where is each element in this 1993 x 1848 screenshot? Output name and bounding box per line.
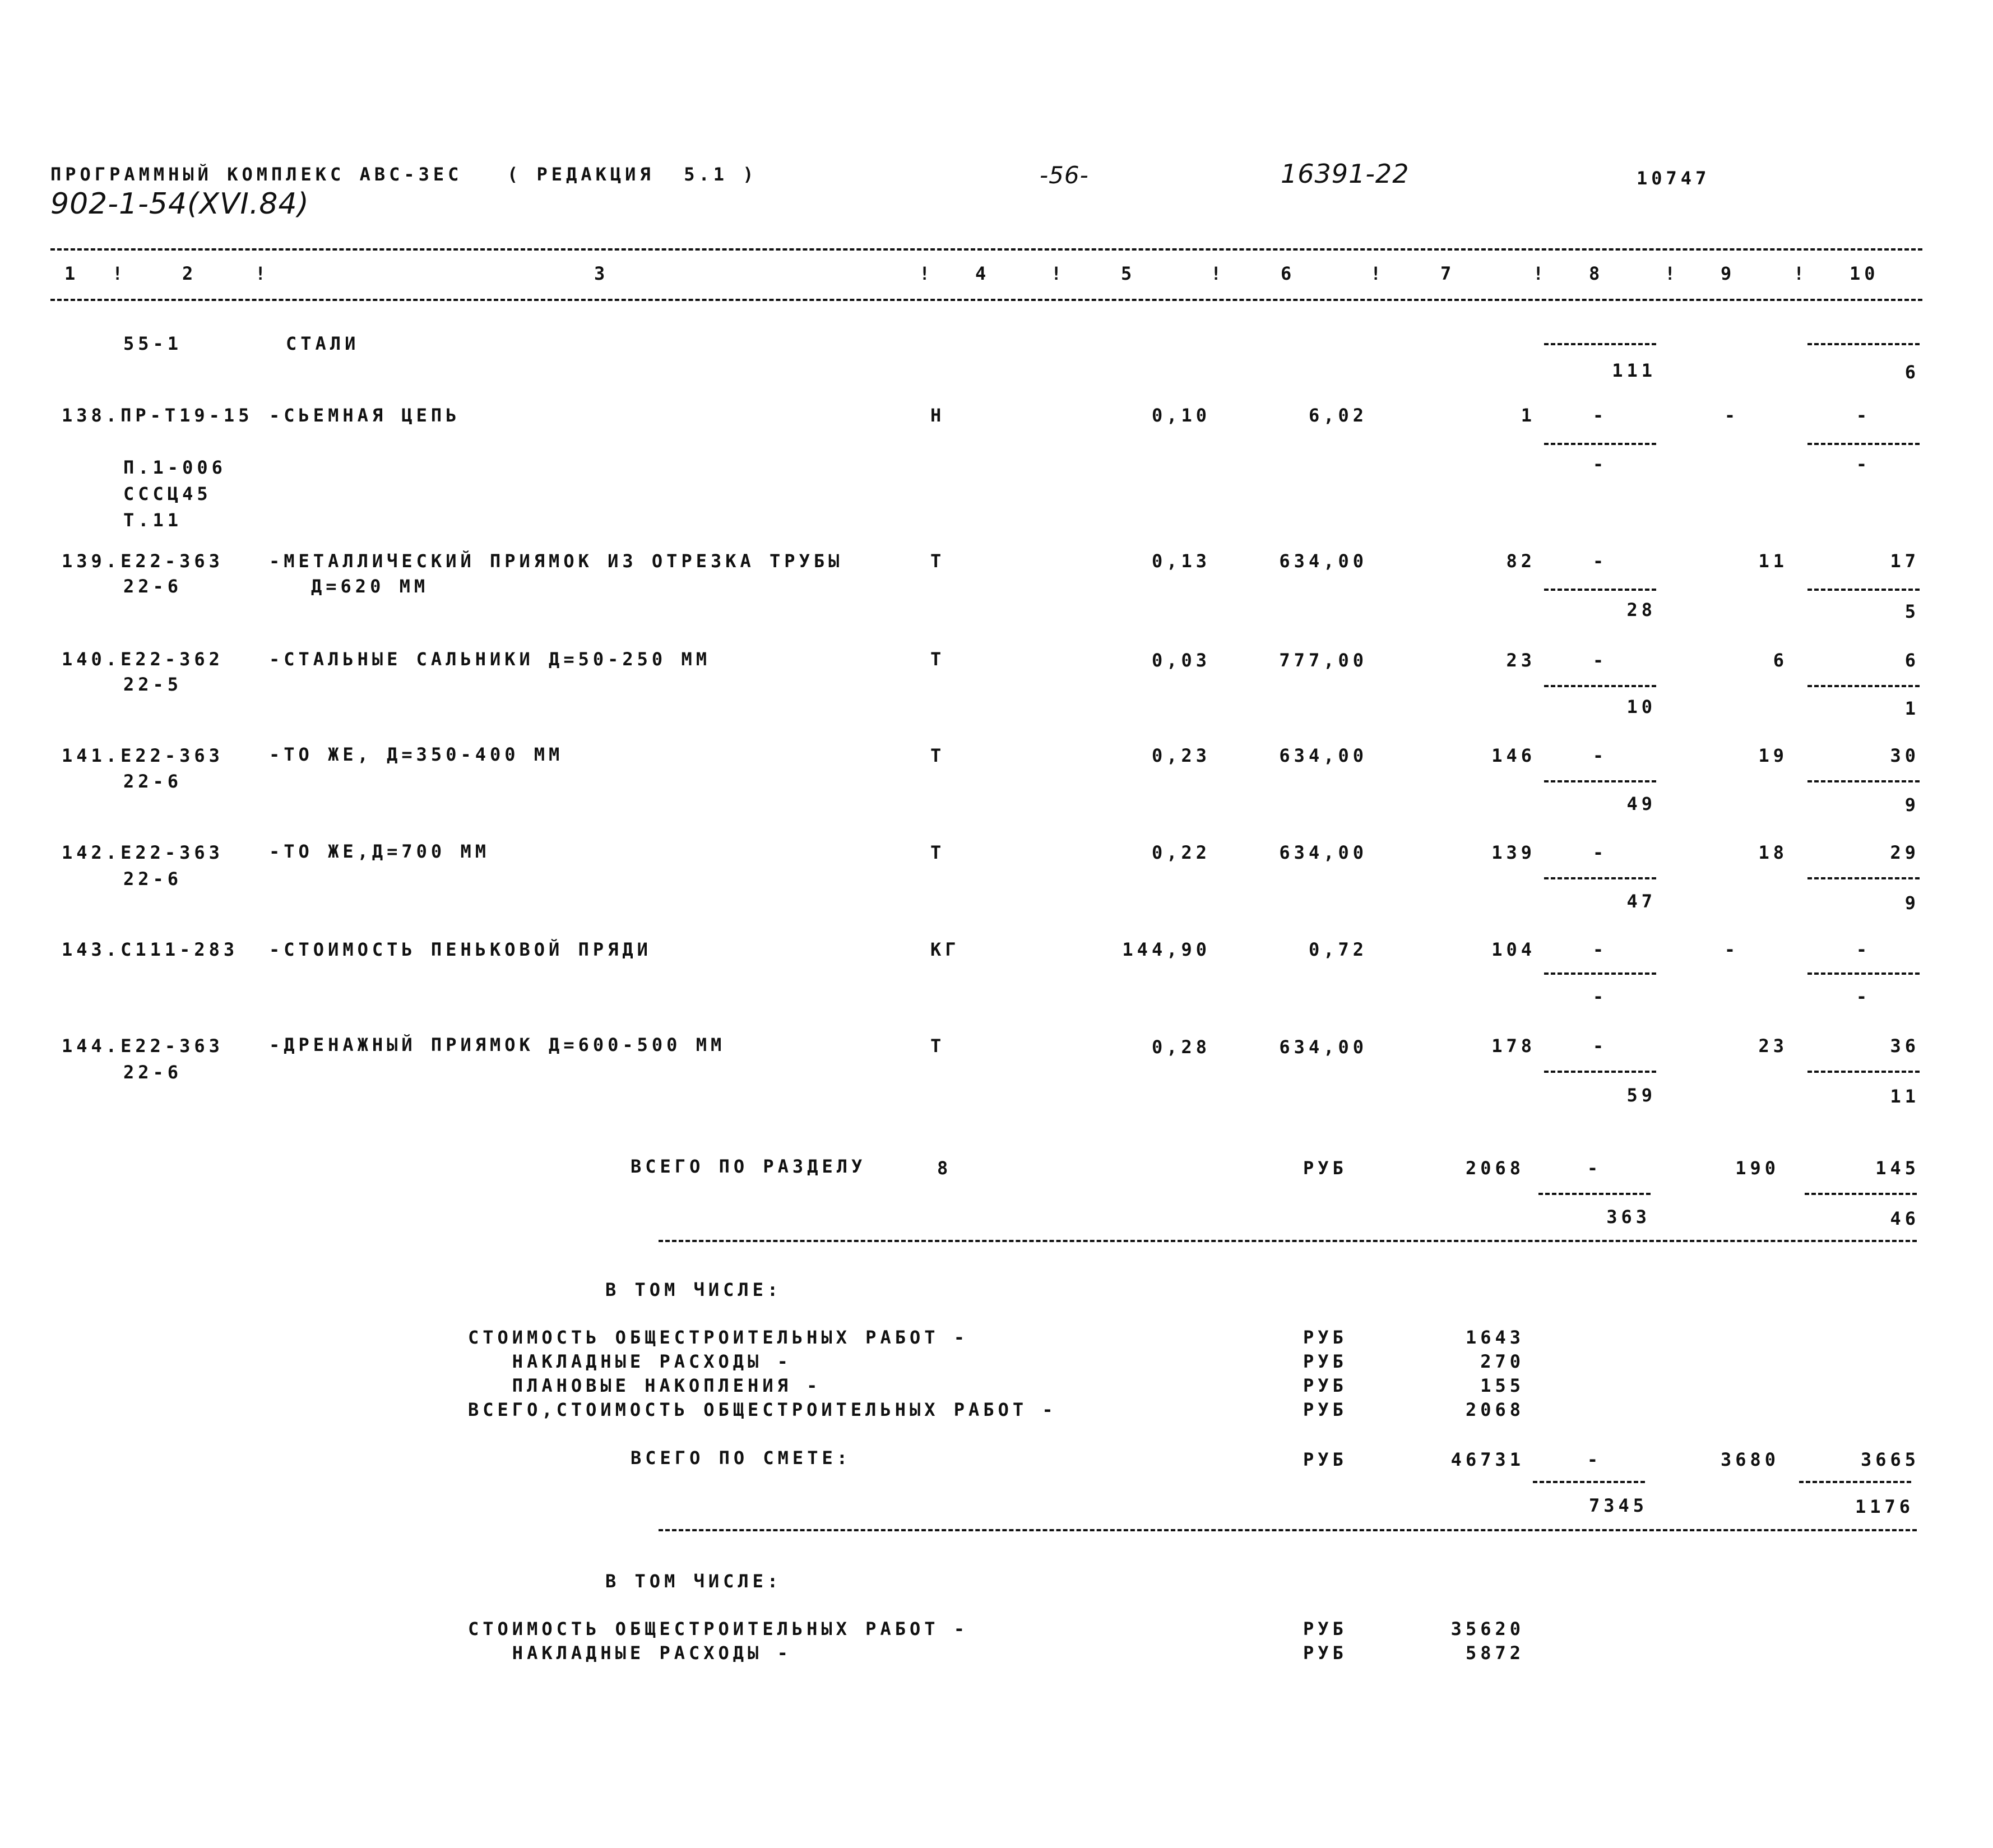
row-unit: Т xyxy=(930,550,945,572)
section-col8-line xyxy=(1544,343,1656,345)
breakdown-unit: РУБ xyxy=(1303,1375,1347,1396)
row-unit-price: 634,00 xyxy=(1279,550,1368,572)
row-col9: - xyxy=(1724,939,1740,960)
col-separator: ! xyxy=(255,263,270,284)
row-quantity: 0,03 xyxy=(1151,650,1211,671)
row-description: -ТО ЖЕ, Д=350-400 ММ xyxy=(269,744,564,765)
row-description-line2: Д=620 ММ xyxy=(311,576,429,597)
col-header-9: 9 xyxy=(1721,263,1736,284)
col-header-7: 7 xyxy=(1440,263,1456,284)
breakdown-label: ПЛАНОВЫЕ НАКОПЛЕНИЯ - xyxy=(468,1375,822,1396)
col-header-5: 5 xyxy=(1121,263,1136,284)
row-col8-line xyxy=(1544,972,1656,975)
header-rule-bottom xyxy=(50,299,1922,301)
estimate-total-col10: 3665 xyxy=(1860,1449,1920,1470)
row-code: 143.С111-283 xyxy=(62,939,239,960)
row-description: -СТАЛЬНЫЕ САЛЬНИКИ Д=50-250 ММ xyxy=(269,649,711,670)
row-col10-sub: - xyxy=(1856,453,1871,475)
row-quantity: 0,23 xyxy=(1151,745,1211,766)
row-col10-line xyxy=(1807,443,1920,445)
col-separator: ! xyxy=(1533,263,1548,284)
section-total-number: 8 xyxy=(937,1157,952,1179)
row-code: 140.Е22-362 xyxy=(62,649,224,670)
row-unit-price: 0,72 xyxy=(1308,939,1368,960)
breakdown-unit: РУБ xyxy=(1303,1399,1347,1420)
row-unit-price: 634,00 xyxy=(1279,842,1368,863)
row-total: 1 xyxy=(1521,405,1536,426)
col-separator: ! xyxy=(1793,263,1809,284)
estimate-total-rule xyxy=(659,1529,1917,1531)
estimate-total-col8: - xyxy=(1587,1449,1602,1470)
row-col8: - xyxy=(1592,842,1608,863)
col-separator: ! xyxy=(1665,263,1680,284)
header-rule-top xyxy=(50,248,1922,251)
row-code: 141.Е22-363 xyxy=(62,745,224,766)
section-total-col10-sub: 46 xyxy=(1890,1208,1920,1229)
section-total-col8-sub: 363 xyxy=(1606,1206,1651,1228)
col-separator: ! xyxy=(1370,263,1385,284)
breakdown-unit: РУБ xyxy=(1303,1642,1347,1664)
col-header-8: 8 xyxy=(1589,263,1604,284)
row-col8: - xyxy=(1592,405,1608,426)
row-total: 23 xyxy=(1506,650,1536,671)
section-col10-value: 6 xyxy=(1904,362,1920,383)
row-total: 82 xyxy=(1506,550,1536,572)
row-col10: 29 xyxy=(1890,842,1920,863)
estimate-total-col8-line xyxy=(1533,1481,1645,1483)
row-col10: - xyxy=(1856,405,1871,426)
row-code-line2: 22-6 xyxy=(123,576,183,597)
sheet-number: 10747 xyxy=(1637,168,1711,189)
row-col9: 6 xyxy=(1773,650,1788,671)
breakdown-label: НАКЛАДНЫЕ РАСХОДЫ - xyxy=(468,1351,792,1372)
row-col8-sub: 59 xyxy=(1626,1085,1656,1106)
row-description: -СТОИМОСТЬ ПЕНЬКОВОЙ ПРЯДИ xyxy=(269,939,652,960)
row-unit: КГ xyxy=(930,939,960,960)
row-col10-sub: 5 xyxy=(1904,601,1920,622)
row-col10: - xyxy=(1856,939,1871,960)
row-col8: - xyxy=(1592,550,1608,572)
row-col10-line xyxy=(1807,1071,1920,1073)
row-col9: 19 xyxy=(1758,745,1788,766)
breakdown-unit: РУБ xyxy=(1303,1327,1347,1348)
row-col10-line xyxy=(1807,877,1920,879)
row-code-line4: Т.11 xyxy=(123,510,183,531)
row-col10-line xyxy=(1807,589,1920,591)
row-col10: 17 xyxy=(1890,550,1920,572)
estimate-total-value: 46731 xyxy=(1450,1449,1524,1470)
section-total-value: 2068 xyxy=(1465,1157,1524,1179)
section-total-col10: 145 xyxy=(1875,1157,1920,1179)
section-total-label: ВСЕГО ПО РАЗДЕЛУ xyxy=(631,1156,866,1177)
breakdown-unit: РУБ xyxy=(1303,1351,1347,1372)
row-description: -ДРЕНАЖНЫЙ ПРИЯМОК Д=600-500 ММ xyxy=(269,1034,726,1055)
row-code: 142.Е22-363 xyxy=(62,842,224,863)
section-total-col10-line xyxy=(1805,1193,1917,1195)
col-header-6: 6 xyxy=(1281,263,1296,284)
section-col10-line xyxy=(1807,343,1920,345)
row-col8-sub: 49 xyxy=(1626,793,1656,814)
row-col8-sub: 47 xyxy=(1626,891,1656,912)
row-code-line2: 22-6 xyxy=(123,868,183,890)
estimate-total-col10-sub: 1176 xyxy=(1855,1496,1914,1517)
row-col8-line xyxy=(1544,589,1656,591)
row-quantity: 144,90 xyxy=(1122,939,1211,960)
row-total: 104 xyxy=(1491,939,1536,960)
row-unit: Т xyxy=(930,745,945,766)
row-unit: Т xyxy=(930,842,945,863)
row-col8: - xyxy=(1592,939,1608,960)
estimate-total-label: ВСЕГО ПО СМЕТЕ: xyxy=(631,1447,851,1469)
col-separator: ! xyxy=(1211,263,1226,284)
row-col8-sub: 10 xyxy=(1626,696,1656,717)
row-col8-sub: - xyxy=(1592,986,1608,1007)
row-total: 139 xyxy=(1491,842,1536,863)
estimate-total-col10-line xyxy=(1799,1481,1911,1483)
row-unit-price: 634,00 xyxy=(1279,1036,1368,1058)
breakdown-label: СТОИМОСТЬ ОБЩЕСТРОИТЕЛЬНЫХ РАБОТ - xyxy=(468,1618,969,1639)
estimate-total-col9: 3680 xyxy=(1720,1449,1779,1470)
estimate-total-col8-sub: 7345 xyxy=(1588,1495,1648,1516)
row-quantity: 0,10 xyxy=(1151,405,1211,426)
row-col8: - xyxy=(1592,745,1608,766)
row-col10: 30 xyxy=(1890,745,1920,766)
row-description: -СЬЕМНАЯ ЦЕПЬ xyxy=(269,405,461,426)
row-col10-sub: 9 xyxy=(1904,892,1920,914)
section-total-unit: РУБ xyxy=(1303,1157,1347,1179)
row-col10-line xyxy=(1807,685,1920,687)
project-code: 902-1-54(XVI.84) xyxy=(50,187,309,221)
row-col8: - xyxy=(1592,650,1608,671)
section-total-col8: - xyxy=(1587,1157,1602,1179)
row-col10-sub: 11 xyxy=(1890,1086,1920,1107)
breakdown-value: 2068 xyxy=(1465,1399,1524,1420)
row-total: 178 xyxy=(1491,1035,1536,1057)
row-col9: - xyxy=(1724,405,1740,426)
row-code-line2: 22-6 xyxy=(123,1062,183,1083)
col-separator: ! xyxy=(1051,263,1066,284)
breakdown-label: СТОИМОСТЬ ОБЩЕСТРОИТЕЛЬНЫХ РАБОТ - xyxy=(468,1327,969,1348)
col-header-10: 10 xyxy=(1850,263,1879,284)
col-header-4: 4 xyxy=(975,263,990,284)
row-unit-price: 634,00 xyxy=(1279,745,1368,766)
breakdown-heading: В ТОМ ЧИСЛЕ: xyxy=(605,1279,782,1300)
row-col8-line xyxy=(1544,877,1656,879)
row-col10-line xyxy=(1807,780,1920,782)
row-unit: Т xyxy=(930,649,945,670)
breakdown-unit: РУБ xyxy=(1303,1618,1347,1639)
row-col9: 11 xyxy=(1758,550,1788,572)
row-code-line3: СССЦ45 xyxy=(123,483,212,504)
row-col10-line xyxy=(1807,972,1920,975)
row-col8-line xyxy=(1544,1071,1656,1073)
col-separator: ! xyxy=(919,263,934,284)
row-col10-sub: 9 xyxy=(1904,794,1920,816)
section-code: 55-1 xyxy=(123,333,183,354)
section-title: СТАЛИ xyxy=(286,333,360,354)
row-col9: 18 xyxy=(1758,842,1788,863)
row-quantity: 0,13 xyxy=(1151,550,1211,572)
col-header-3: 3 xyxy=(594,263,609,284)
breakdown-value: 35620 xyxy=(1450,1618,1524,1639)
section-total-col8-line xyxy=(1538,1193,1651,1195)
section-col8-value: 111 xyxy=(1612,360,1656,381)
row-code: 139.Е22-363 xyxy=(62,550,224,572)
row-col10-sub: - xyxy=(1856,986,1871,1007)
row-description: -ТО ЖЕ,Д=700 ММ xyxy=(269,841,490,862)
row-col8-line xyxy=(1544,685,1656,687)
row-quantity: 0,22 xyxy=(1151,842,1211,863)
row-code-line2: 22-5 xyxy=(123,674,183,695)
row-description: -МЕТАЛЛИЧЕСКИЙ ПРИЯМОК ИЗ ОТРЕЗКА ТРУБЫ xyxy=(269,550,843,572)
row-col8-line xyxy=(1544,443,1656,445)
row-col10-sub: 1 xyxy=(1904,698,1920,719)
col-header-2: 2 xyxy=(182,263,197,284)
row-col8-line xyxy=(1544,780,1656,782)
row-code: 138.ПР-Т19-15 xyxy=(62,405,253,426)
breakdown-label: НАКЛАДНЫЕ РАСХОДЫ - xyxy=(468,1642,792,1664)
row-col10: 36 xyxy=(1890,1035,1920,1057)
row-code: 144.Е22-363 xyxy=(62,1035,224,1057)
row-code-line2: П.1-006 xyxy=(123,457,226,478)
row-col8-sub: - xyxy=(1592,453,1608,475)
row-unit-price: 6,02 xyxy=(1308,405,1368,426)
breakdown-value: 270 xyxy=(1480,1351,1524,1372)
document-code: 16391-22 xyxy=(1281,159,1410,189)
breakdown-value: 155 xyxy=(1480,1375,1524,1396)
section-total-col9: 190 xyxy=(1735,1157,1779,1179)
edition-label: ( РЕДАКЦИЯ 5.1 ) xyxy=(507,164,758,185)
page-number: -56- xyxy=(1040,161,1089,189)
breakdown-heading: В ТОМ ЧИСЛЕ: xyxy=(605,1571,782,1592)
breakdown-label: ВСЕГО,СТОИМОСТЬ ОБЩЕСТРОИТЕЛЬНЫХ РАБОТ - xyxy=(468,1399,1057,1420)
row-unit: Т xyxy=(930,1035,945,1057)
row-code-line2: 22-6 xyxy=(123,771,183,792)
col-separator: ! xyxy=(112,263,127,284)
row-col9: 23 xyxy=(1758,1035,1788,1057)
row-col8-sub: 28 xyxy=(1626,599,1656,620)
col-header-1: 1 xyxy=(64,263,80,284)
row-quantity: 0,28 xyxy=(1151,1036,1211,1058)
row-col8: - xyxy=(1592,1035,1608,1057)
breakdown-value: 5872 xyxy=(1465,1642,1524,1664)
section-total-rule xyxy=(659,1240,1917,1242)
row-unit-price: 777,00 xyxy=(1279,650,1368,671)
breakdown-value: 1643 xyxy=(1465,1327,1524,1348)
row-unit: Н xyxy=(930,405,945,426)
row-col10: 6 xyxy=(1904,650,1920,671)
program-name: ПРОГРАММНЫЙ КОМПЛЕКС АВС-ЗЕС xyxy=(50,164,463,185)
row-total: 146 xyxy=(1491,745,1536,766)
estimate-total-unit: РУБ xyxy=(1303,1449,1347,1470)
